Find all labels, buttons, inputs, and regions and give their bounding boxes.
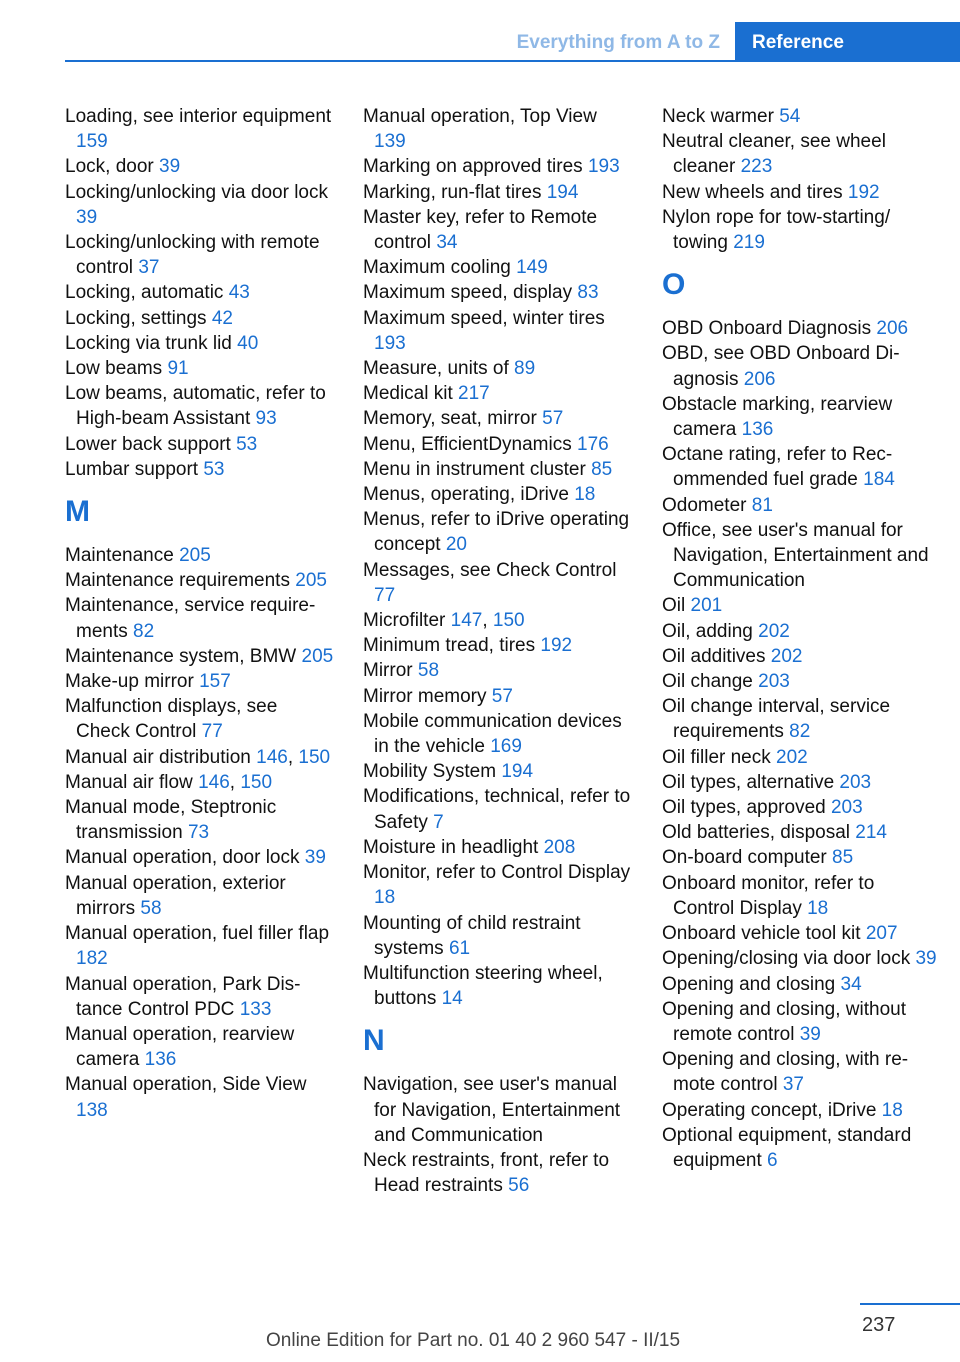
index-entry-text: Manual operation, exterior mirrors (65, 872, 286, 919)
index-entry (65, 457, 335, 482)
page-link[interactable]: 34 (436, 232, 458, 254)
index-entry (363, 406, 633, 431)
index-entry (662, 180, 937, 205)
index-entry (65, 568, 335, 593)
page-link[interactable]: 201 (690, 595, 723, 617)
index-entry-text: Measure, units of (363, 358, 509, 380)
page-link[interactable]: 214 (855, 822, 887, 844)
index-entry (65, 356, 335, 381)
index-entry (363, 432, 633, 457)
index-entry-text: Loading, see interior equipment (65, 106, 332, 127)
page-link[interactable]: 82 (789, 721, 811, 743)
index-entry (662, 104, 937, 129)
index-entry (65, 154, 335, 179)
index-entry-text: Navigation, see user's manual for Navigation, Entertainment and Communication (363, 1074, 621, 1146)
index-entry-text: Manual mode, Steptronic transmission (65, 797, 277, 844)
page-link[interactable]: 14 (441, 988, 463, 1010)
index-entry (65, 306, 335, 331)
page-link[interactable]: 54 (779, 106, 801, 127)
page-link[interactable]: 39 (799, 1023, 821, 1045)
page-link[interactable]: 53 (203, 458, 225, 480)
index-entry (662, 921, 937, 946)
page-link[interactable]: 82 (133, 620, 155, 642)
index-entry (363, 154, 633, 179)
edition-footer: Online Edition for Part no. 01 40 2 960 547 - II/15 (266, 1330, 681, 1351)
page-link[interactable]: 81 (751, 494, 773, 516)
index-entry (662, 820, 937, 845)
page-link[interactable]: 18 (807, 897, 829, 919)
index-entry-text: Operating concept, iDrive (662, 1099, 877, 1121)
index-entry-text: Onboard vehicle tool kit (662, 923, 861, 945)
index-entry-text: Lumbar support (65, 458, 199, 480)
header-tab-reference: Reference (735, 22, 960, 62)
index-entry (363, 482, 633, 507)
page-link[interactable]: 91 (167, 358, 189, 380)
index-entry-text: Mounting of child restraint systems (363, 912, 581, 959)
page-link[interactable]: 203 (839, 771, 872, 793)
index-entry-text: Office, see user's manual for Navigation, Entertainment and Communication (662, 519, 929, 592)
index-entry-text: Neutral cleaner, see wheel cleaner (662, 131, 886, 178)
index-column-2 (363, 104, 633, 1198)
page-link[interactable]: 150 (492, 610, 525, 632)
footer-rule (860, 1303, 960, 1305)
index-entry-text: Maintenance requirements (65, 570, 290, 592)
index-entry (65, 921, 335, 971)
index-entry (363, 835, 633, 860)
index-entry-text: New wheels and tires (662, 181, 843, 203)
page-link[interactable]: 176 (577, 433, 609, 455)
index-entry (363, 860, 633, 910)
index-entry (662, 442, 937, 492)
page-link[interactable]: 34 (840, 973, 862, 995)
index-letter-heading: N (363, 1024, 385, 1058)
index-entry (662, 745, 937, 770)
page-link[interactable]: 205 (295, 570, 327, 592)
page-link[interactable]: 205 (301, 645, 334, 667)
index-entry (662, 518, 937, 594)
index-entry (65, 1022, 335, 1072)
index-entry-text: Menus, operating, iDrive (363, 484, 569, 506)
index-entry (65, 795, 335, 845)
page-link[interactable]: 150 (298, 746, 331, 768)
index-entry (662, 871, 937, 921)
index-entry-text: Maximum cooling (363, 257, 511, 279)
index-entry (662, 946, 937, 971)
index-entry-text: Maximum speed, winter tires (363, 307, 605, 329)
index-entry-text: Monitor, refer to Control Display (363, 862, 631, 884)
index-entry (662, 972, 937, 997)
index-entry (662, 1123, 937, 1173)
index-entry-text: Oil types, alternative (662, 771, 835, 793)
index-entry-text: Opening and closing, without remote control (662, 998, 906, 1045)
index-entry-text: Neck warmer (662, 106, 774, 127)
index-entry-text: Maintenance system, BMW (65, 645, 297, 667)
page-link[interactable]: 39 (159, 156, 181, 178)
index-entry (363, 205, 633, 255)
index-entry-text: Manual operation, Park Distance Control PDC (65, 973, 301, 1020)
page-link[interactable]: 42 (211, 307, 233, 329)
index-entry-text: Malfunction displays, see Check Control (65, 696, 278, 743)
index-entry (363, 381, 633, 406)
page-link[interactable]: 202 (758, 620, 790, 642)
index-entry (662, 694, 937, 744)
index-entry (662, 1047, 937, 1097)
page-link[interactable]: 136 (144, 1049, 177, 1071)
index-entry-text: Oil change (662, 671, 753, 693)
page-link[interactable]: 194 (546, 181, 579, 203)
index-entry-text: Oil types, approved (662, 797, 826, 819)
index-entry-text: Oil (662, 595, 686, 617)
page-link[interactable]: 18 (574, 484, 596, 506)
index-entry (363, 684, 633, 709)
index-entry-text: Minimum tread, tires (363, 635, 536, 657)
page-link[interactable]: 192 (540, 635, 573, 657)
index-entry-text: Mobility System (363, 761, 497, 783)
page-link[interactable]: 58 (140, 897, 162, 919)
index-entry (363, 784, 633, 834)
page-link[interactable]: 157 (199, 671, 231, 693)
page-link[interactable]: 77 (201, 721, 223, 743)
index-entry-text: Locking/unlocking via door lock (65, 181, 328, 203)
page-link[interactable]: 40 (237, 332, 259, 354)
index-entry-text: Maximum speed, display (363, 282, 573, 304)
index-entry (662, 493, 937, 518)
page-number: 237 (862, 1314, 896, 1336)
index-entry (363, 104, 633, 154)
index-entry-text: Oil additives (662, 645, 766, 667)
index-entry (662, 593, 937, 618)
page-link[interactable]: 182 (76, 948, 108, 970)
index-entry (65, 381, 335, 431)
index-entry (662, 644, 937, 669)
index-entry-text: Odometer (662, 494, 747, 516)
index-entry (662, 669, 937, 694)
page-link[interactable]: 184 (863, 469, 895, 491)
page-link[interactable]: 147 (450, 610, 483, 632)
index-entry-text: Mirror memory (363, 685, 487, 707)
index-entry-text: Obstacle marking, rearview camera (662, 393, 893, 441)
page-link[interactable]: 58 (417, 660, 440, 682)
index-entry-text: Locking via trunk lid (65, 332, 232, 354)
index-entry-text: Medical kit (363, 383, 453, 405)
page-link[interactable]: 20 (445, 534, 467, 556)
page-link[interactable]: 18 (374, 887, 396, 909)
page-link[interactable]: 18 (881, 1099, 903, 1121)
page-link[interactable]: 208 (543, 836, 576, 858)
index-entry (363, 658, 633, 683)
index-entry (662, 770, 937, 795)
page-link[interactable]: 39 (915, 948, 937, 970)
index-entry (65, 694, 335, 744)
index-entry-text: Manual operation, fuel filler flap (65, 923, 330, 945)
index-entry (662, 129, 937, 179)
index-entry (65, 280, 335, 305)
page-link[interactable]: 7 (433, 811, 444, 833)
page-link[interactable]: 193 (374, 332, 406, 354)
page-link[interactable]: 193 (587, 156, 620, 178)
index-entry (662, 316, 937, 341)
index-entry-text: Menu, EfficientDynamics (363, 433, 572, 455)
page-link[interactable]: 39 (304, 847, 326, 869)
index-letter-heading: O (662, 268, 686, 302)
index-entry (363, 961, 633, 1011)
index-entry (65, 593, 335, 643)
index-entry-text: Neck restraints, front, refer to Head restraints (363, 1149, 610, 1197)
index-entry-text: Oil filler neck (662, 746, 771, 768)
page-link[interactable]: 85 (832, 847, 854, 869)
page-link[interactable]: 56 (508, 1175, 530, 1197)
index-entry-text: Maintenance (65, 545, 174, 567)
index-entry (363, 507, 633, 557)
page-link[interactable]: 146 (256, 746, 288, 768)
page-link[interactable]: 203 (830, 797, 863, 819)
index-entry-text: Memory, seat, mirror (363, 408, 537, 430)
index-entry (363, 759, 633, 784)
index-entry-text: Onboard monitor, refer to Control Display (662, 872, 875, 919)
page-link[interactable]: 138 (76, 1099, 108, 1121)
index-entry-text: Manual operation, Side View (65, 1074, 307, 1096)
page-link[interactable]: 217 (458, 383, 490, 405)
index-entry-text: Microfilter (363, 610, 446, 632)
index-entry (363, 709, 633, 759)
index-entry (65, 331, 335, 356)
index-column-1 (65, 104, 335, 1123)
page-link[interactable]: 6 (767, 1149, 778, 1171)
index-entry-text: Moisture in headlight (363, 836, 539, 858)
index-entry-text: Oil change interval, service requirements (662, 696, 891, 743)
index-entry-text: Old batteries, disposal (662, 822, 850, 844)
page-link[interactable]: 207 (865, 923, 898, 945)
index-entry-text: Maintenance, service requirements (65, 595, 316, 642)
page-link[interactable]: 37 (138, 257, 160, 279)
index-entry-text: Marking, run-flat tires (363, 181, 542, 203)
index-entry-text: On-board computer (662, 847, 827, 869)
index-entry (363, 280, 633, 305)
page-link[interactable]: 149 (516, 257, 548, 279)
index-entry-text: Nylon rope for tow-starting/ towing (662, 206, 891, 254)
index-entry (662, 845, 937, 870)
index-entry (662, 1098, 937, 1123)
page-link[interactable]: 39 (76, 206, 98, 228)
index-entry (662, 341, 937, 391)
index-entry-text: Menus, refer to iDrive operating concept (363, 509, 630, 556)
index-entry (363, 180, 633, 205)
index-entry-text: Locking, automatic (65, 282, 224, 304)
page-link[interactable]: 85 (591, 458, 613, 480)
page-link[interactable]: 203 (758, 671, 790, 693)
index-entry-text: Master key, refer to Remote control (363, 206, 598, 254)
page-link[interactable]: 77 (374, 584, 396, 606)
index-entry (363, 911, 633, 961)
index-entry-text: Manual operation, rearview camera (65, 1023, 295, 1071)
index-entry-text: Lower back support (65, 433, 231, 455)
index-entry (662, 392, 937, 442)
index-entry (65, 845, 335, 870)
page-link[interactable]: 57 (491, 685, 513, 707)
index-entry-text: Locking/unlocking with remote control (65, 232, 320, 279)
index-entry-text: OBD, see OBD Onboard Diagnosis (662, 343, 900, 390)
index-entry-text: OBD Onboard Diagnosis (662, 318, 872, 340)
page-link[interactable]: 136 (741, 419, 774, 441)
page-link[interactable]: 202 (776, 746, 808, 768)
page-link[interactable]: 73 (187, 822, 210, 844)
index-entry-text: Marking on approved tires (363, 156, 583, 178)
index-entry-text: Manual operation, door lock (65, 847, 300, 869)
index-letter-heading: M (65, 495, 90, 529)
index-entry-text: Messages, see Check Control (363, 559, 617, 581)
page-link[interactable]: 53 (236, 433, 258, 455)
index-entry (363, 306, 633, 356)
index-entry-text: Opening/closing via door lock (662, 948, 911, 970)
page-link[interactable]: 150 (240, 771, 273, 793)
page-link[interactable]: 83 (577, 282, 599, 304)
page-link[interactable]: 206 (876, 318, 909, 340)
index-entry (65, 669, 335, 694)
index-entry-text: Opening and closing, with remote control (662, 1049, 909, 1096)
index-entry: Manual air distribution 146, 150 (65, 746, 331, 768)
index-entry-text: Octane rating, refer to Recommended fuel grade (662, 444, 893, 491)
page-link[interactable]: 37 (782, 1074, 804, 1096)
index-entry-text: Manual operation, Top View (363, 106, 597, 127)
index-column-3 (662, 104, 937, 1173)
index-entry (65, 644, 335, 669)
index-entry: Manual air flow 146, 150 (65, 771, 273, 793)
index-entry (65, 432, 335, 457)
index-entry (65, 543, 335, 568)
index-entry-text: Mobile communication devices in the vehicle (363, 710, 622, 758)
index-entry-text: Mirror (363, 660, 413, 682)
page-link[interactable]: 146 (198, 771, 230, 793)
page-link[interactable]: 133 (239, 998, 272, 1020)
header-section-title: Everything from A to Z (516, 32, 720, 53)
index-entry (662, 795, 937, 820)
index-entry-text: Manual air flow (65, 771, 193, 793)
page-link[interactable]: 192 (847, 181, 880, 203)
index-entry (662, 205, 937, 255)
index-entry-text: Oil, adding (662, 620, 753, 642)
page-link[interactable]: 139 (374, 131, 406, 153)
page-link[interactable]: 57 (542, 408, 564, 430)
index-entry-text: Manual air distribution (65, 746, 251, 768)
index-entry (65, 230, 335, 280)
page-link[interactable]: 93 (255, 408, 277, 430)
page-link[interactable]: 219 (733, 232, 765, 254)
index-entry (65, 871, 335, 921)
index-entry-text: Multifunction steering wheel, buttons (363, 962, 603, 1010)
index-entry: Microfilter 147, 150 (363, 610, 525, 632)
page-link[interactable]: 159 (76, 131, 108, 153)
page-link[interactable]: 194 (501, 761, 534, 783)
index-entry-text: Menu in instrument cluster (363, 458, 586, 480)
index-entry (65, 972, 335, 1022)
index-entry-text: Lock, door (65, 156, 154, 178)
index-entry-text: Optional equipment, standard equipment (662, 1124, 912, 1171)
index-entry (363, 457, 633, 482)
index-entry-text: Make-up mirror (65, 671, 194, 693)
page-link[interactable]: 202 (770, 645, 803, 667)
index-entry (363, 255, 633, 280)
page-link[interactable]: 205 (179, 545, 211, 567)
index-entry (363, 558, 633, 608)
page-link[interactable]: 223 (740, 156, 773, 178)
page-link[interactable]: 206 (743, 368, 776, 390)
index-entry (662, 619, 937, 644)
page-link[interactable]: 43 (228, 282, 250, 304)
index-entry-text: Low beams, automatic, refer to High-beam Assistant (65, 383, 326, 430)
index-entry-text: Opening and closing (662, 973, 836, 995)
index-entry (65, 180, 335, 230)
index-entry-text: Low beams (65, 358, 163, 380)
page-link[interactable]: 89 (514, 358, 536, 380)
index-entry-text: Locking, settings (65, 307, 207, 329)
page-link[interactable]: 61 (448, 937, 471, 959)
index-entry (662, 997, 937, 1047)
index-entry (363, 1072, 633, 1148)
index-entry (65, 104, 335, 154)
index-entry-text: Modifications, technical, refer to Safety (363, 786, 631, 833)
index-entry (363, 633, 633, 658)
index-entry (65, 1072, 335, 1122)
index-entry (363, 356, 633, 381)
page-link[interactable]: 169 (490, 736, 522, 758)
index-entry (363, 1148, 633, 1198)
